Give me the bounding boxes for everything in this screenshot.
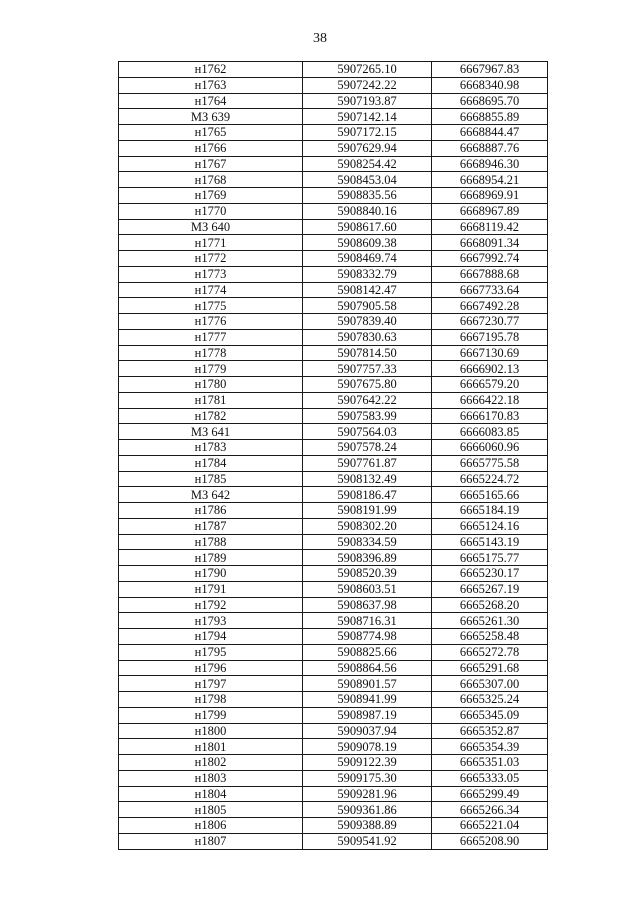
x-coordinate-cell: 5907761.87: [303, 455, 432, 471]
table-row: [119, 203, 548, 219]
table-row: [119, 424, 548, 440]
y-coordinate-cell: 6665307.00: [432, 676, 548, 692]
x-coordinate-cell: 5908716.31: [303, 613, 432, 629]
table-row: [119, 802, 548, 818]
x-coordinate-cell: 5908609.38: [303, 235, 432, 251]
point-name-cell: н1772: [119, 251, 303, 267]
table-row: [119, 566, 548, 582]
x-coordinate-cell: 5907675.80: [303, 377, 432, 393]
point-name-cell: н1777: [119, 329, 303, 345]
table-row: [119, 377, 548, 393]
table-row: [119, 676, 548, 692]
x-coordinate-cell: 5909388.89: [303, 818, 432, 834]
x-coordinate-cell: 5908396.89: [303, 550, 432, 566]
y-coordinate-cell: 6668091.34: [432, 235, 548, 251]
point-name-cell: МЗ 640: [119, 219, 303, 235]
table-row: [119, 503, 548, 519]
y-coordinate-cell: 6665224.72: [432, 471, 548, 487]
point-name-cell: н1796: [119, 660, 303, 676]
point-name-cell: н1798: [119, 692, 303, 708]
table-row: [119, 329, 548, 345]
x-coordinate-cell: 5907583.99: [303, 408, 432, 424]
table-row: [119, 487, 548, 503]
x-coordinate-cell: 5909037.94: [303, 723, 432, 739]
point-name-cell: н1801: [119, 739, 303, 755]
y-coordinate-cell: 6668695.70: [432, 93, 548, 109]
point-name-cell: н1806: [119, 818, 303, 834]
y-coordinate-cell: 6668887.76: [432, 140, 548, 156]
y-coordinate-cell: 6668969.91: [432, 188, 548, 204]
y-coordinate-cell: 6665333.05: [432, 770, 548, 786]
table-row: [119, 251, 548, 267]
point-name-cell: н1778: [119, 345, 303, 361]
y-coordinate-cell: 6665230.17: [432, 566, 548, 582]
coordinates-table-body: [119, 62, 548, 850]
y-coordinate-cell: 6666060.96: [432, 440, 548, 456]
point-name-cell: н1794: [119, 629, 303, 645]
y-coordinate-cell: 6667992.74: [432, 251, 548, 267]
y-coordinate-cell: 6665299.49: [432, 786, 548, 802]
table-row: [119, 518, 548, 534]
table-row: [119, 140, 548, 156]
y-coordinate-cell: 6667967.83: [432, 62, 548, 78]
y-coordinate-cell: 6665124.16: [432, 518, 548, 534]
table-row: [119, 755, 548, 771]
x-coordinate-cell: 5908637.98: [303, 597, 432, 613]
point-name-cell: н1788: [119, 534, 303, 550]
table-row: [119, 660, 548, 676]
point-name-cell: н1783: [119, 440, 303, 456]
point-name-cell: н1785: [119, 471, 303, 487]
table-row: [119, 345, 548, 361]
table-row: [119, 172, 548, 188]
y-coordinate-cell: 6665352.87: [432, 723, 548, 739]
x-coordinate-cell: 5907830.63: [303, 329, 432, 345]
table-row: [119, 125, 548, 141]
y-coordinate-cell: 6665325.24: [432, 692, 548, 708]
y-coordinate-cell: 6667130.69: [432, 345, 548, 361]
point-name-cell: н1765: [119, 125, 303, 141]
point-name-cell: н1807: [119, 833, 303, 849]
y-coordinate-cell: 6667195.78: [432, 329, 548, 345]
point-name-cell: н1781: [119, 392, 303, 408]
y-coordinate-cell: 6665351.03: [432, 755, 548, 771]
x-coordinate-cell: 5908332.79: [303, 266, 432, 282]
point-name-cell: н1802: [119, 755, 303, 771]
y-coordinate-cell: 6666083.85: [432, 424, 548, 440]
x-coordinate-cell: 5907905.58: [303, 298, 432, 314]
table-row: [119, 314, 548, 330]
x-coordinate-cell: 5908334.59: [303, 534, 432, 550]
table-row: [119, 534, 548, 550]
x-coordinate-cell: 5907142.14: [303, 109, 432, 125]
table-row: [119, 692, 548, 708]
table-row: [119, 408, 548, 424]
table-row: [119, 739, 548, 755]
x-coordinate-cell: 5907757.33: [303, 361, 432, 377]
point-name-cell: н1784: [119, 455, 303, 471]
point-name-cell: н1773: [119, 266, 303, 282]
y-coordinate-cell: 6665267.19: [432, 581, 548, 597]
point-name-cell: н1770: [119, 203, 303, 219]
table-row: [119, 235, 548, 251]
point-name-cell: н1775: [119, 298, 303, 314]
table-row: [119, 109, 548, 125]
x-coordinate-cell: 5908132.49: [303, 471, 432, 487]
table-row: [119, 62, 548, 78]
x-coordinate-cell: 5909281.96: [303, 786, 432, 802]
x-coordinate-cell: 5909078.19: [303, 739, 432, 755]
table-row: [119, 550, 548, 566]
point-name-cell: н1764: [119, 93, 303, 109]
table-row: [119, 723, 548, 739]
point-name-cell: н1771: [119, 235, 303, 251]
x-coordinate-cell: 5909361.86: [303, 802, 432, 818]
x-coordinate-cell: 5907265.10: [303, 62, 432, 78]
point-name-cell: н1791: [119, 581, 303, 597]
y-coordinate-cell: 6665354.39: [432, 739, 548, 755]
y-coordinate-cell: 6665208.90: [432, 833, 548, 849]
table-row: [119, 581, 548, 597]
x-coordinate-cell: 5908617.60: [303, 219, 432, 235]
y-coordinate-cell: 6668844.47: [432, 125, 548, 141]
table-row: [119, 818, 548, 834]
x-coordinate-cell: 5909122.39: [303, 755, 432, 771]
x-coordinate-cell: 5908864.56: [303, 660, 432, 676]
x-coordinate-cell: 5907193.87: [303, 93, 432, 109]
y-coordinate-cell: 6668946.30: [432, 156, 548, 172]
point-name-cell: н1799: [119, 707, 303, 723]
y-coordinate-cell: 6667230.77: [432, 314, 548, 330]
point-name-cell: н1805: [119, 802, 303, 818]
x-coordinate-cell: 5908469.74: [303, 251, 432, 267]
point-name-cell: н1789: [119, 550, 303, 566]
y-coordinate-cell: 6666579.20: [432, 377, 548, 393]
x-coordinate-cell: 5907564.03: [303, 424, 432, 440]
table-row: [119, 392, 548, 408]
point-name-cell: н1768: [119, 172, 303, 188]
y-coordinate-cell: 6665221.04: [432, 818, 548, 834]
y-coordinate-cell: 6666170.83: [432, 408, 548, 424]
table-row: [119, 597, 548, 613]
point-name-cell: н1769: [119, 188, 303, 204]
table-row: [119, 471, 548, 487]
x-coordinate-cell: 5908254.42: [303, 156, 432, 172]
x-coordinate-cell: 5908774.98: [303, 629, 432, 645]
y-coordinate-cell: 6665345.09: [432, 707, 548, 723]
x-coordinate-cell: 5908191.99: [303, 503, 432, 519]
x-coordinate-cell: 5907642.22: [303, 392, 432, 408]
point-name-cell: н1782: [119, 408, 303, 424]
x-coordinate-cell: 5908840.16: [303, 203, 432, 219]
x-coordinate-cell: 5909175.30: [303, 770, 432, 786]
point-name-cell: н1792: [119, 597, 303, 613]
table-row: [119, 613, 548, 629]
table-row: [119, 156, 548, 172]
x-coordinate-cell: 5908941.99: [303, 692, 432, 708]
x-coordinate-cell: 5908825.66: [303, 644, 432, 660]
y-coordinate-cell: 6665175.77: [432, 550, 548, 566]
y-coordinate-cell: 6665291.68: [432, 660, 548, 676]
x-coordinate-cell: 5908142.47: [303, 282, 432, 298]
x-coordinate-cell: 5907839.40: [303, 314, 432, 330]
point-name-cell: н1774: [119, 282, 303, 298]
table-row: [119, 282, 548, 298]
y-coordinate-cell: 6666902.13: [432, 361, 548, 377]
point-name-cell: н1776: [119, 314, 303, 330]
point-name-cell: н1786: [119, 503, 303, 519]
x-coordinate-cell: 5908453.04: [303, 172, 432, 188]
table-row: [119, 188, 548, 204]
table-row: [119, 298, 548, 314]
table-row: [119, 219, 548, 235]
point-name-cell: н1793: [119, 613, 303, 629]
point-name-cell: н1767: [119, 156, 303, 172]
page-number: 38: [313, 31, 327, 46]
table-row: [119, 833, 548, 849]
table-row: [119, 707, 548, 723]
x-coordinate-cell: 5908302.20: [303, 518, 432, 534]
point-name-cell: МЗ 641: [119, 424, 303, 440]
y-coordinate-cell: 6665268.20: [432, 597, 548, 613]
x-coordinate-cell: 5908520.39: [303, 566, 432, 582]
point-name-cell: н1780: [119, 377, 303, 393]
x-coordinate-cell: 5908987.19: [303, 707, 432, 723]
point-name-cell: н1762: [119, 62, 303, 78]
point-name-cell: н1763: [119, 77, 303, 93]
x-coordinate-cell: 5907814.50: [303, 345, 432, 361]
point-name-cell: н1766: [119, 140, 303, 156]
point-name-cell: н1803: [119, 770, 303, 786]
point-name-cell: н1790: [119, 566, 303, 582]
point-name-cell: МЗ 642: [119, 487, 303, 503]
y-coordinate-cell: 6666422.18: [432, 392, 548, 408]
y-coordinate-cell: 6665266.34: [432, 802, 548, 818]
point-name-cell: н1779: [119, 361, 303, 377]
table-row: [119, 266, 548, 282]
table-row: [119, 440, 548, 456]
point-name-cell: н1800: [119, 723, 303, 739]
y-coordinate-cell: 6668967.89: [432, 203, 548, 219]
point-name-cell: н1804: [119, 786, 303, 802]
y-coordinate-cell: 6668855.89: [432, 109, 548, 125]
y-coordinate-cell: 6665272.78: [432, 644, 548, 660]
y-coordinate-cell: 6667733.64: [432, 282, 548, 298]
y-coordinate-cell: 6665258.48: [432, 629, 548, 645]
coordinates-table: [118, 61, 548, 850]
y-coordinate-cell: 6665165.66: [432, 487, 548, 503]
table-row: [119, 770, 548, 786]
point-name-cell: н1797: [119, 676, 303, 692]
table-row: [119, 644, 548, 660]
x-coordinate-cell: 5908603.51: [303, 581, 432, 597]
table-row: [119, 361, 548, 377]
y-coordinate-cell: 6665143.19: [432, 534, 548, 550]
x-coordinate-cell: 5909541.92: [303, 833, 432, 849]
y-coordinate-cell: 6665775.58: [432, 455, 548, 471]
y-coordinate-cell: 6667492.28: [432, 298, 548, 314]
x-coordinate-cell: 5908901.57: [303, 676, 432, 692]
x-coordinate-cell: 5907629.94: [303, 140, 432, 156]
point-name-cell: н1787: [119, 518, 303, 534]
y-coordinate-cell: 6668119.42: [432, 219, 548, 235]
point-name-cell: МЗ 639: [119, 109, 303, 125]
point-name-cell: н1795: [119, 644, 303, 660]
y-coordinate-cell: 6667888.68: [432, 266, 548, 282]
x-coordinate-cell: 5907242.22: [303, 77, 432, 93]
x-coordinate-cell: 5908186.47: [303, 487, 432, 503]
x-coordinate-cell: 5907172.15: [303, 125, 432, 141]
y-coordinate-cell: 6665261.30: [432, 613, 548, 629]
x-coordinate-cell: 5908835.56: [303, 188, 432, 204]
y-coordinate-cell: 6665184.19: [432, 503, 548, 519]
y-coordinate-cell: 6668340.98: [432, 77, 548, 93]
table-row: [119, 629, 548, 645]
table-row: [119, 786, 548, 802]
table-row: [119, 93, 548, 109]
table-row: [119, 455, 548, 471]
table-row: [119, 77, 548, 93]
y-coordinate-cell: 6668954.21: [432, 172, 548, 188]
x-coordinate-cell: 5907578.24: [303, 440, 432, 456]
